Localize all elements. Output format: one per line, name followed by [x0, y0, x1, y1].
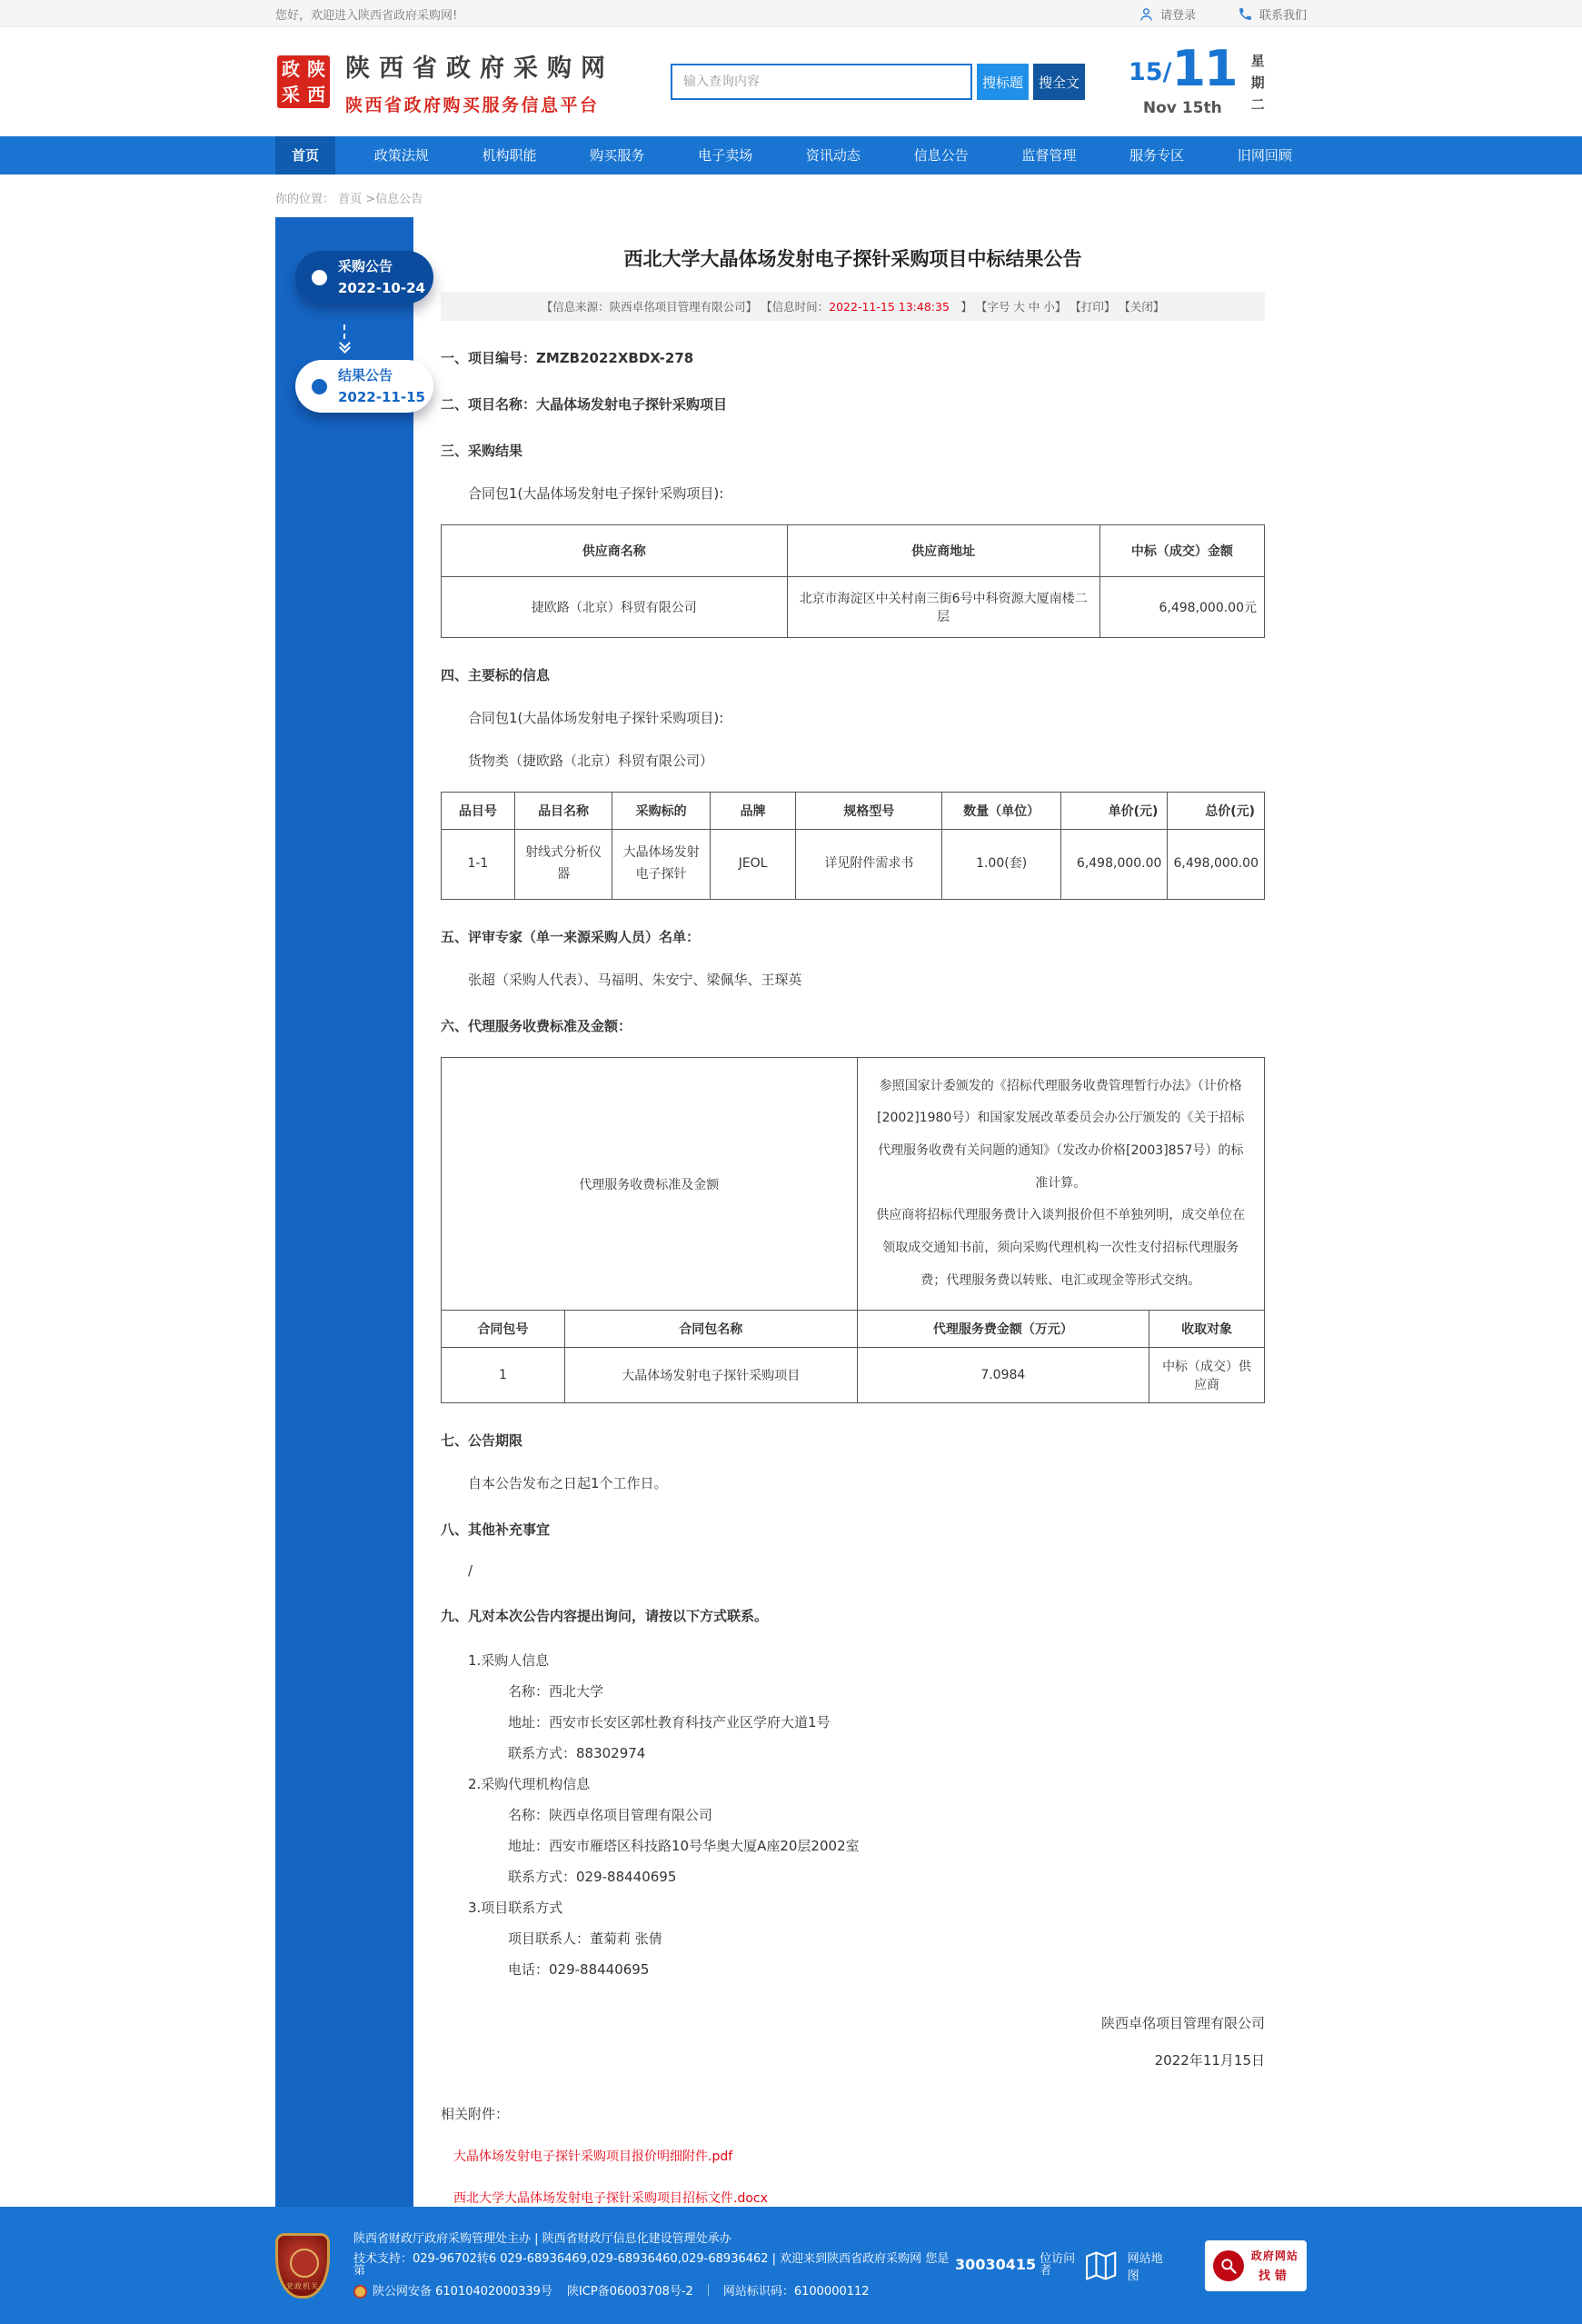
badge-top-text: 政府网站 — [1250, 2249, 1298, 2263]
nav-item-policies[interactable]: 政策法规 — [373, 147, 429, 164]
col-award-amount: 中标（成交）金额 — [1099, 525, 1264, 577]
signature-company: 陕西卓佲项目管理有限公司 — [1100, 2015, 1265, 2032]
map-icon — [1086, 2251, 1118, 2280]
icp-record[interactable]: 陕ICP备06003708号-2 — [566, 2284, 693, 2299]
items-category-line: 货物类（捷欧路（北京）科贸有限公司） — [468, 753, 714, 769]
contact-group-heading: 3.项目联系方式 — [468, 1900, 563, 1917]
logo-char: 西 — [307, 84, 325, 105]
site-logo[interactable] — [275, 54, 332, 110]
item-quantity: 1.00(套) — [942, 830, 1060, 900]
package-name: 大晶体场发射电子探针采购项目 — [564, 1348, 857, 1403]
bid-items-table — [441, 792, 1265, 900]
section-contact-title: 九、凡对本次公告内容提出询问，请按以下方式联系。 — [441, 1608, 769, 1625]
contact-line: 项目联系人：董菊莉 张倩 — [508, 1930, 662, 1948]
login-label: 请登录 — [1159, 8, 1196, 23]
contact-line: 联系方式：88302974 — [508, 1745, 646, 1762]
step-title: 结果公告 — [338, 367, 393, 384]
col-item-no: 品目号 — [442, 793, 515, 830]
col-fee-amount: 代理服务费金额（万元） — [857, 1311, 1149, 1348]
result-package-line: 合同包1(大晶体场发射电子探针采购项目): — [468, 485, 724, 502]
contact-group-heading: 1.采购人信息 — [468, 1652, 550, 1670]
visitor-count: 30030415 — [955, 2255, 1037, 2273]
font-size-control[interactable]: 【字号 大 中 小】 — [975, 300, 1067, 314]
visitor-suffix: 位访问者 — [1040, 2251, 1076, 2278]
table-header-row — [442, 793, 1265, 830]
col-fee-payer: 收取对象 — [1149, 1311, 1265, 1348]
col-supplier-name: 供应商名称 — [442, 525, 788, 577]
site-header — [0, 27, 1582, 136]
nav-item-supervision[interactable]: 监督管理 — [1021, 147, 1077, 164]
item-brand: JEOL — [710, 830, 795, 900]
gov-emblem — [275, 2233, 330, 2299]
breadcrumb-current[interactable]: >信息公告 — [365, 193, 423, 206]
package-no: 1 — [442, 1348, 565, 1403]
police-badge-icon — [353, 2285, 367, 2299]
attachments-section — [441, 2104, 1265, 2207]
contact-group-heading: 2.采购代理机构信息 — [468, 1776, 591, 1793]
info-time: 2022-11-15 13:48:35 — [829, 300, 950, 314]
welcome-text: 您好，欢迎进入陕西省政府采购网! — [275, 8, 458, 23]
attachment-link-pdf[interactable]: 大晶体场发射电子探针采购项目报价明细附件.pdf — [453, 2149, 733, 2165]
logo-char: 陕 — [307, 58, 325, 80]
col-subject: 采购标的 — [612, 793, 711, 830]
col-package-name: 合同包名称 — [564, 1311, 857, 1348]
login-link[interactable] — [1139, 5, 1196, 23]
timeline-dot — [312, 270, 327, 285]
fee-desc-paragraph: 参照国家计委颁发的《招标代理服务收费管理暂行办法》（计价格[2002]1980号）和国家发展改革委员会办公厅颁发的《关于招标代理服务收费有关问题的通知》（发改办价格[2003]857号）的标准计算。 — [877, 1078, 1245, 1191]
contact-link[interactable] — [1238, 5, 1307, 23]
top-utility-bar — [0, 0, 1582, 27]
experts-list: 张超（采购人代表）、马福明、朱安宁、梁佩华、王琛英 — [468, 971, 802, 988]
search-box — [671, 64, 1085, 100]
timeline-dot — [312, 379, 327, 394]
contact-line: 电话：029-88440695 — [508, 1961, 650, 1979]
col-brand: 品牌 — [710, 793, 795, 830]
attachment-link-docx[interactable]: 西北大学大晶体场发射电子探针采购项目招标文件.docx — [453, 2191, 768, 2207]
supplier-result-table — [441, 524, 1265, 638]
phone-icon — [1238, 6, 1253, 22]
footer-support-line — [353, 2253, 1086, 2277]
nav-item-service-zone[interactable]: 服务专区 — [1129, 147, 1185, 164]
section-other-title: 八、其他补充事宜 — [441, 1521, 551, 1539]
section-experts-title: 五、评审专家（单一来源采购人员）名单： — [441, 928, 701, 945]
attachments-title: 相关附件： — [441, 2106, 510, 2123]
col-unit-price: 单价(元) — [1060, 793, 1168, 830]
sitemap-label: 网站地图 — [1127, 2251, 1163, 2283]
logo-char: 政 — [282, 58, 300, 80]
fee-standard-description — [857, 1057, 1264, 1311]
award-amount: 6,498,000.00元 — [1099, 577, 1264, 638]
sitemap-link[interactable] — [1086, 2249, 1173, 2283]
contact-line: 名称：陕西卓佲项目管理有限公司 — [508, 1807, 713, 1824]
contact-line: 联系方式：029-88440695 — [508, 1869, 677, 1886]
col-package-no: 合同包号 — [442, 1311, 565, 1348]
nav-item-news[interactable]: 资讯动态 — [805, 147, 861, 164]
info-source: 【信息来源：陕西卓佲项目管理有限公司】 — [541, 300, 758, 314]
gov-emblem-label: 党政机关 — [286, 2281, 319, 2290]
timeline-step-procurement-notice[interactable] — [295, 251, 433, 304]
signature-date: 2022年11月15日 — [1154, 2052, 1265, 2070]
logo-char: 采 — [282, 84, 300, 105]
contact-label: 联系我们 — [1259, 8, 1307, 23]
table-row — [442, 830, 1265, 900]
item-unit-price: 6,498,000.00 — [1060, 830, 1168, 900]
info-time-open: 【信息时间： — [761, 300, 830, 314]
search-title-button[interactable]: 搜标题 — [977, 64, 1029, 100]
fee-amount: 7.0984 — [857, 1348, 1149, 1403]
site-subtitle: 陕西省政府购买服务信息平台 — [345, 95, 600, 115]
fee-standard-label: 代理服务收费标准及金额 — [442, 1057, 858, 1311]
section-result-title: 三、采购结果 — [441, 443, 523, 459]
info-time-close: 】 — [949, 300, 972, 314]
public-security-record[interactable]: 陕公网安备 61010402000339号 — [373, 2284, 552, 2299]
date-widget — [1129, 40, 1266, 117]
nav-item-functions[interactable]: 机构职能 — [482, 147, 537, 164]
timeline-step-result-notice[interactable] — [295, 360, 433, 413]
search-fulltext-button[interactable]: 搜全文 — [1033, 64, 1085, 100]
col-supplier-address: 供应商地址 — [787, 525, 1099, 577]
article-meta-bar — [441, 292, 1265, 321]
breadcrumb-home[interactable]: 首页 — [338, 193, 363, 206]
supplier-address: 北京市海淀区中关村南三街6号中科资源大厦南楼二层 — [787, 577, 1099, 638]
section-agency-fee-title: 六、代理服务收费标准及金额： — [441, 1017, 632, 1034]
support-text: 技术支持：029-96702转6 029-68936469,029-68936460,029-68936462 | 欢迎来到陕西省政府采购网 您是第 — [353, 2251, 950, 2278]
breadcrumb-label: 你的位置： — [275, 193, 335, 206]
table-header-row — [442, 1311, 1265, 1348]
nav-item-purchase-services[interactable]: 购买服务 — [590, 147, 645, 164]
fee-desc-paragraph: 供应商将招标代理服务费计入谈判报价但不单独列明，成交单位在领取成交通知书前，须向采购代理机构一次性支付招标代理服务费；代理服务费以转账、电汇或现金等形式交纳。 — [876, 1208, 1246, 1288]
col-quantity: 数量（单位） — [942, 793, 1060, 830]
section-project-number: 一、项目编号：ZMZB2022XBDX-278 — [441, 350, 694, 366]
agency-fee-table — [441, 1057, 1265, 1404]
magnifier-icon — [1213, 2250, 1244, 2281]
footer-divider: ｜ — [701, 2284, 714, 2299]
table-row — [442, 1348, 1265, 1403]
item-no: 1-1 — [442, 830, 515, 900]
weekday-label: 星期二 — [1250, 53, 1265, 113]
nav-item-e-marketplace[interactable]: 电子卖场 — [698, 147, 753, 164]
site-footer — [0, 2207, 1582, 2324]
item-spec: 详见附件需求书 — [796, 830, 942, 900]
nav-item-announcements[interactable]: 信息公告 — [913, 147, 969, 164]
items-package-line: 合同包1(大晶体场发射电子探针采购项目): — [468, 710, 724, 726]
fee-description-row — [442, 1057, 1265, 1311]
section-project-name: 二、项目名称：大晶体场发射电子探针采购项目 — [441, 396, 728, 413]
gov-site-find-error-badge[interactable] — [1205, 2240, 1307, 2291]
section-period-title: 七、公告期限 — [441, 1432, 523, 1450]
close-button[interactable]: 【关闭】 — [1119, 300, 1165, 314]
table-header-row — [442, 525, 1265, 577]
breadcrumb — [0, 175, 1582, 217]
step-date: 2022-11-15 — [338, 389, 425, 405]
announcement-article — [413, 217, 1307, 2207]
contact-line: 地址：西安市雁塔区科技路10号华奥大厦A座20层2002室 — [508, 1838, 860, 1855]
date-month: 11 — [1171, 40, 1237, 97]
footer-organizer-line: 陕西省财政厅政府采购管理处主办 | 陕西省财政厅信息化建设管理处承办 — [353, 2231, 731, 2246]
badge-bottom-text: 找错 — [1258, 2269, 1291, 2284]
nav-item-old-site[interactable]: 旧网回顾 — [1237, 147, 1292, 164]
col-total-price: 总价(元) — [1168, 793, 1265, 830]
other-text: / — [468, 1562, 473, 1580]
flow-arrow-icon — [275, 304, 413, 360]
contact-line: 地址：西安市长安区郭杜教育科技产业区学府大道1号 — [508, 1714, 831, 1731]
site-identification-code: 网站标识码：6100000112 — [722, 2284, 870, 2299]
col-spec: 规格型号 — [796, 793, 942, 830]
announcement-timeline-sidebar — [275, 217, 425, 2207]
print-button[interactable]: 【打印】 — [1070, 300, 1116, 314]
step-date: 2022-10-24 — [338, 280, 425, 296]
step-title: 采购公告 — [338, 258, 393, 274]
item-name: 射线式分析仪器 — [514, 830, 612, 900]
search-input[interactable] — [671, 64, 972, 100]
fee-payer: 中标（成交）供应商 — [1149, 1348, 1265, 1403]
nav-item-home[interactable]: 首页 — [275, 136, 335, 175]
date-day: 15/ — [1129, 58, 1172, 86]
contact-line: 名称：西北大学 — [508, 1683, 604, 1701]
date-english: Nov 15th — [1142, 99, 1222, 117]
table-row — [442, 577, 1265, 638]
site-name: 陕西省政府采购网 — [345, 54, 614, 83]
section-items-title: 四、主要标的信息 — [441, 667, 551, 683]
main-nav — [0, 136, 1582, 175]
footer-beian-line — [353, 2285, 1086, 2299]
signature-block — [441, 2017, 1265, 2068]
user-icon — [1139, 6, 1154, 22]
item-total-price: 6,498,000.00 — [1168, 830, 1265, 900]
page-title: 西北大学大晶体场发射电子探针采购项目中标结果公告 — [623, 248, 1082, 270]
period-text: 自本公告发布之日起1个工作日。 — [468, 1475, 668, 1492]
col-item-name: 品目名称 — [514, 793, 612, 830]
item-subject: 大晶体场发射电子探针 — [612, 830, 711, 900]
supplier-name: 捷欧路（北京）科贸有限公司 — [442, 577, 788, 638]
